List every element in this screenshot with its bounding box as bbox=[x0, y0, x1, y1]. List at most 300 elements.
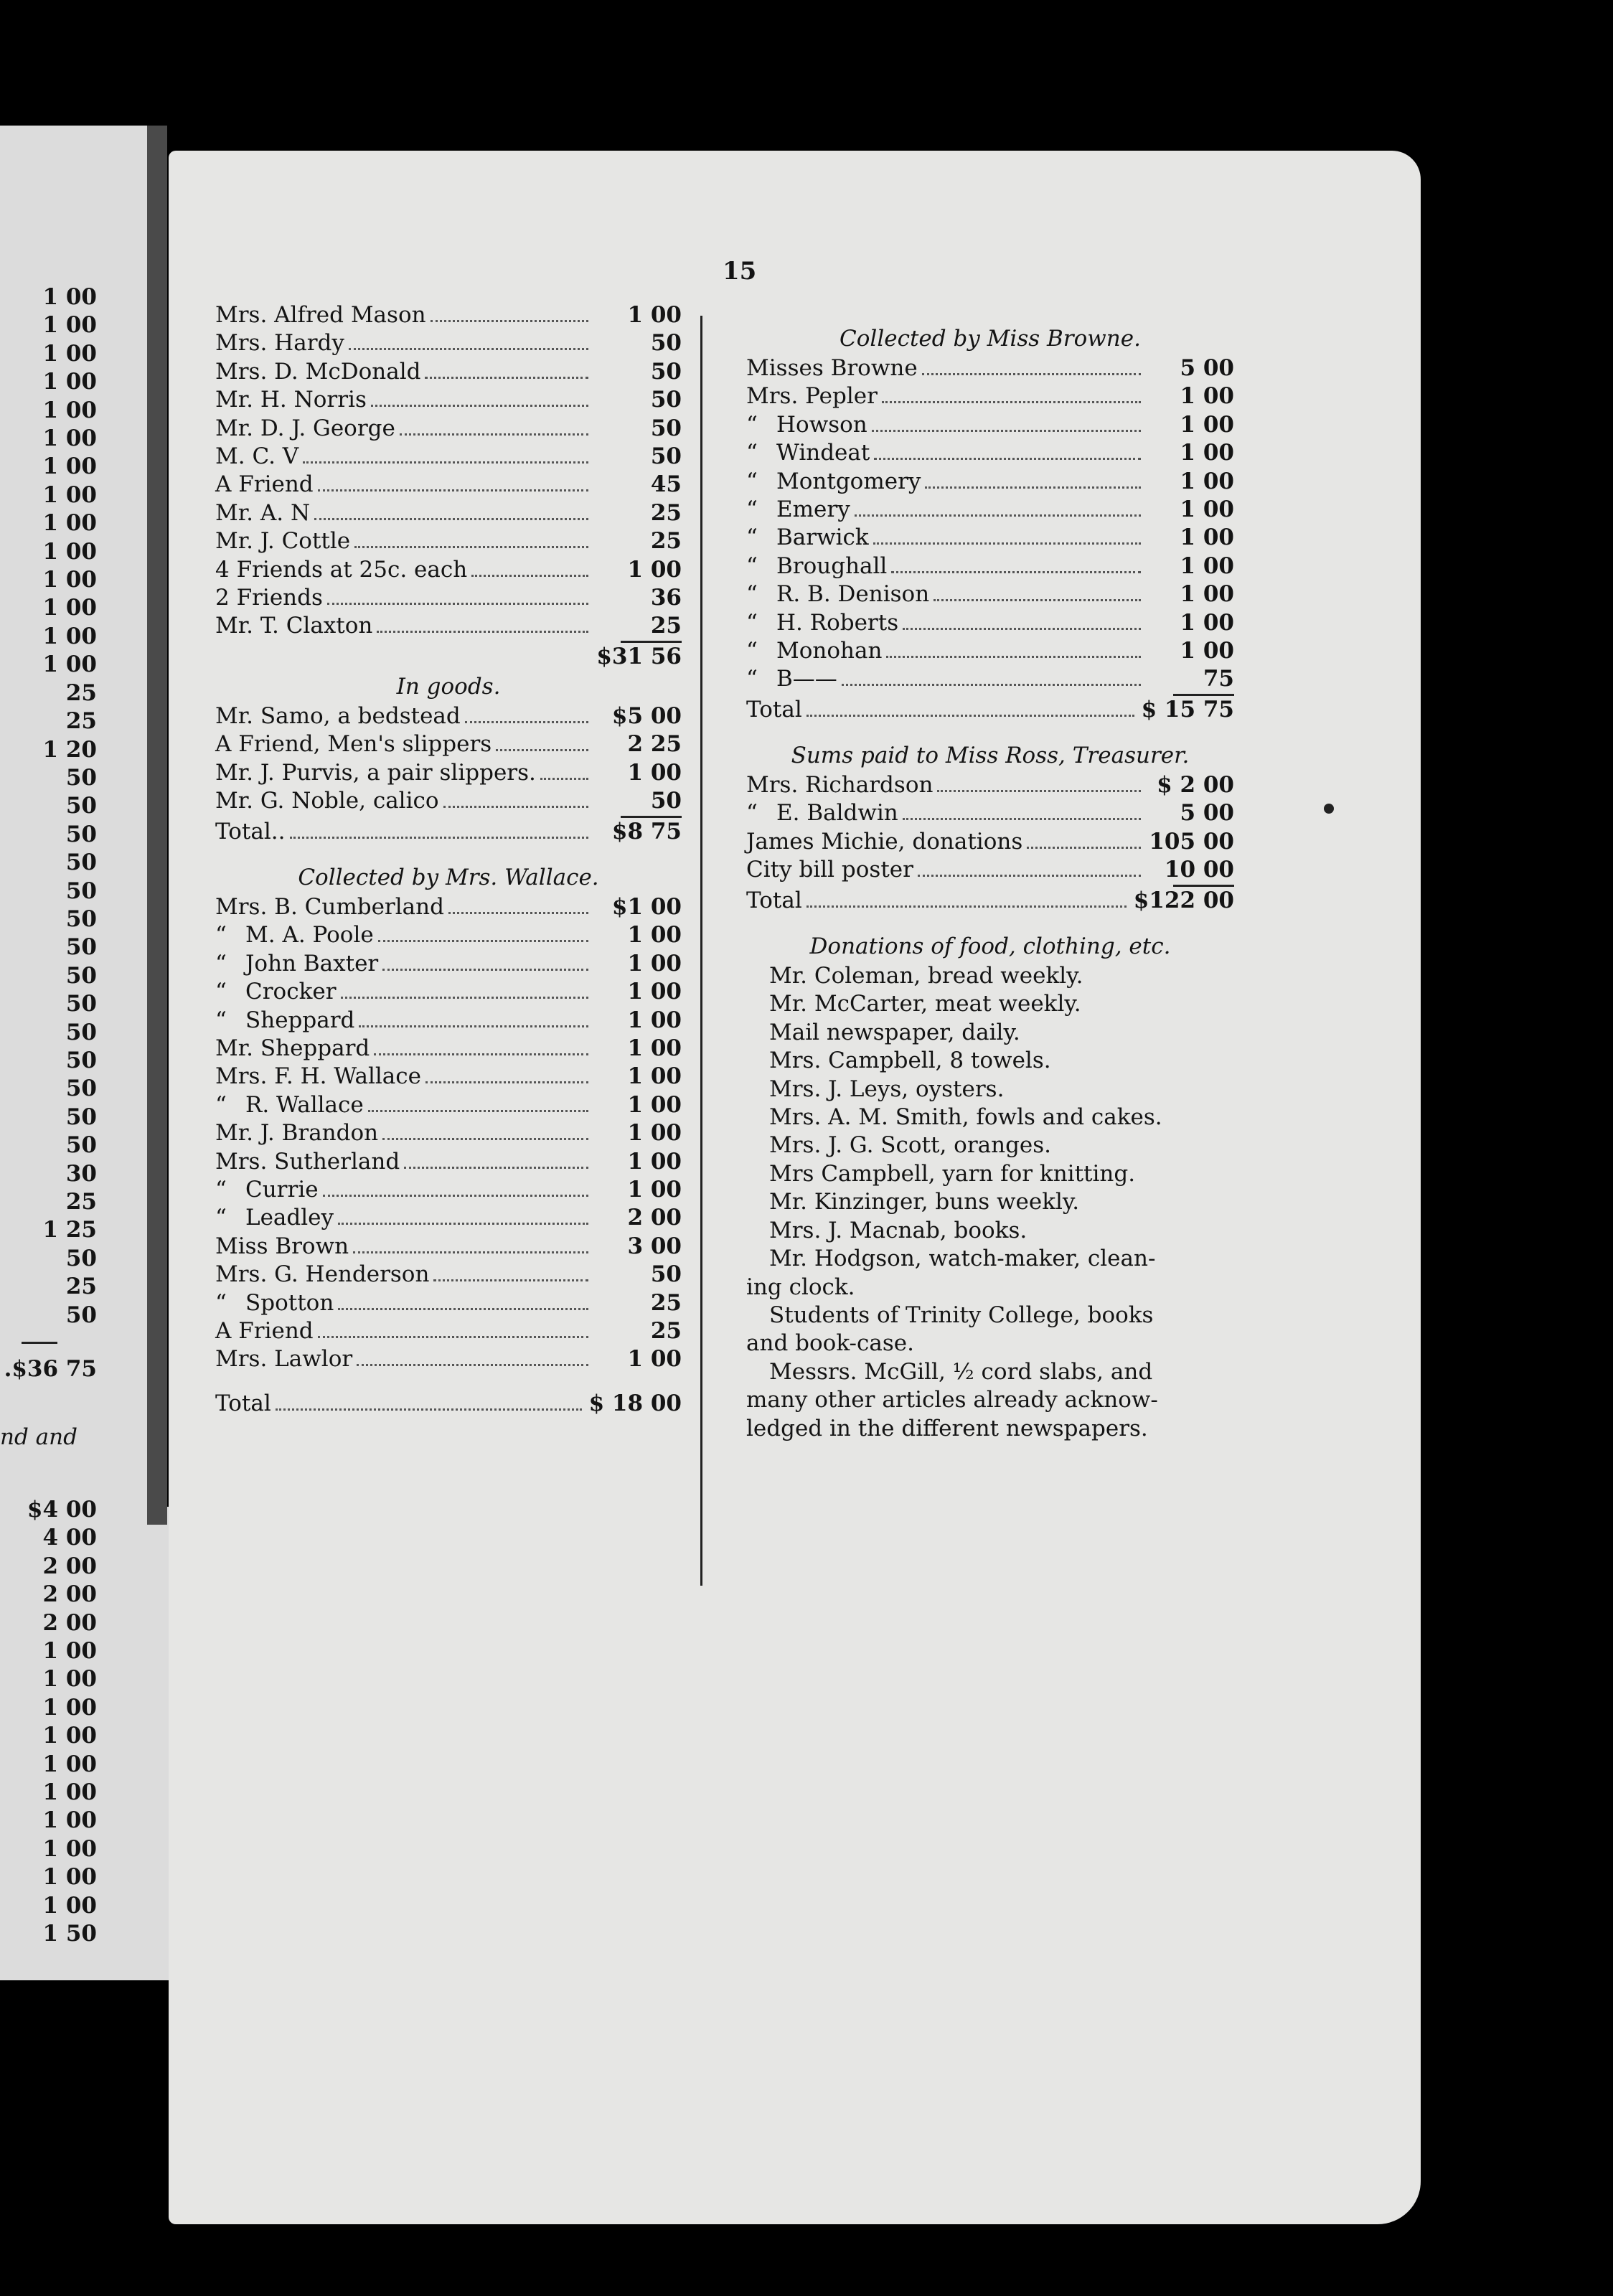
ledger-row bbox=[746, 580, 1234, 608]
ditto-mark: “ bbox=[215, 1205, 227, 1231]
dot-leader bbox=[882, 401, 1141, 403]
ledger-row bbox=[215, 471, 682, 499]
donation-line: Mrs. A. M. Smith, fowls and cakes. bbox=[769, 1104, 1162, 1131]
ditto-mark: “ bbox=[215, 1176, 227, 1203]
donor-name: R. Wallace bbox=[245, 1091, 364, 1118]
donor-name: Mrs. Hardy bbox=[215, 330, 344, 357]
ditto-mark: “ bbox=[746, 411, 758, 438]
ledger-row bbox=[215, 1317, 682, 1345]
wallace-heading: Collected by Mrs. Wallace. bbox=[298, 865, 599, 891]
browne-total-amount: $ 15 75 bbox=[1141, 696, 1234, 723]
dot-leader bbox=[855, 514, 1141, 517]
left-page-rule bbox=[22, 1342, 57, 1344]
ledger-row bbox=[215, 358, 682, 386]
donor-name: A Friend, Men's slippers bbox=[215, 731, 492, 758]
donation-amount: 1 00 bbox=[1180, 609, 1234, 636]
donation-amount: 1 00 bbox=[627, 1007, 682, 1033]
ditto-mark: “ bbox=[746, 666, 758, 692]
left-amount: 1 00 bbox=[42, 1779, 97, 1806]
goods-total-row bbox=[215, 818, 682, 846]
dot-leader bbox=[937, 790, 1141, 792]
left-amount: 1 25 bbox=[42, 1217, 97, 1243]
donation-amount: 1 00 bbox=[1180, 496, 1234, 522]
dot-leader bbox=[922, 373, 1141, 375]
in-goods-heading: In goods. bbox=[396, 674, 501, 700]
donor-name: Mrs. B. Cumberland bbox=[215, 894, 444, 921]
donor-name: Montgomery bbox=[776, 468, 921, 494]
donor-name: Mr. D. J. George bbox=[215, 415, 395, 441]
donor-name: James Michie, donations bbox=[746, 828, 1023, 855]
donation-amount: 5 00 bbox=[1180, 800, 1234, 827]
donation-line: Mr. Hodgson, watch-maker, clean- bbox=[769, 1246, 1156, 1272]
left-amount: 1 00 bbox=[42, 538, 97, 565]
donor-name: Mrs. Lawlor bbox=[215, 1346, 353, 1373]
donation-amount: $ 2 00 bbox=[1157, 772, 1234, 799]
donation-amount: 1 00 bbox=[627, 1035, 682, 1061]
ledger-row bbox=[215, 730, 682, 758]
left-amount: 1 00 bbox=[42, 1835, 97, 1862]
dot-leader bbox=[353, 1251, 588, 1253]
ledger-row bbox=[215, 1091, 682, 1119]
ink-spot bbox=[1324, 804, 1334, 814]
left-amount: 4 00 bbox=[42, 1525, 97, 1551]
donation-amount: 1 00 bbox=[1180, 581, 1234, 608]
left-amount: 1 00 bbox=[42, 481, 97, 508]
ledger-row bbox=[746, 411, 1234, 439]
ledger-row bbox=[215, 1233, 682, 1261]
donation-amount: 1 00 bbox=[1180, 552, 1234, 579]
donation-amount: 25 bbox=[650, 1289, 682, 1316]
left-amount: 50 bbox=[65, 962, 97, 989]
dot-leader bbox=[903, 818, 1141, 820]
dot-leader bbox=[382, 969, 588, 971]
left-page-amounts-lower bbox=[0, 1496, 97, 1949]
donation-amount: 50 bbox=[650, 330, 682, 357]
ledger-row bbox=[215, 1007, 682, 1035]
ledger-row bbox=[215, 612, 682, 640]
dot-leader bbox=[314, 518, 588, 520]
dot-leader bbox=[338, 1223, 588, 1225]
ledger-row bbox=[746, 856, 1234, 884]
ledger-row bbox=[746, 828, 1234, 856]
donor-name: John Baxter bbox=[245, 950, 379, 977]
donor-name: Mr. J. Purvis, a pair slippers. bbox=[215, 759, 536, 786]
ditto-mark: “ bbox=[746, 581, 758, 608]
ditto-mark: “ bbox=[215, 922, 227, 949]
donation-amount: 1 00 bbox=[627, 302, 682, 328]
donation-amount: 2 00 bbox=[627, 1205, 682, 1231]
dot-leader bbox=[925, 486, 1141, 489]
dot-leader bbox=[448, 912, 588, 914]
donor-name: Mr. Samo, a bedstead bbox=[215, 703, 461, 730]
left-amount: 1 00 bbox=[42, 1666, 97, 1693]
donation-line: many other articles already acknow- bbox=[746, 1387, 1158, 1413]
dot-leader bbox=[357, 1364, 588, 1366]
ledger-row bbox=[215, 499, 682, 527]
left-amount: 50 bbox=[65, 1019, 97, 1045]
donation-amount: 25 bbox=[650, 528, 682, 555]
ledger-row bbox=[215, 1176, 682, 1204]
donor-name: R. B. Denison bbox=[776, 581, 930, 608]
donation-amount: 25 bbox=[650, 613, 682, 639]
donor-name: Mr. G. Noble, calico bbox=[215, 788, 439, 814]
dot-leader bbox=[872, 430, 1141, 432]
left-amount: 25 bbox=[65, 1274, 97, 1300]
left-page-total: .$36 75 bbox=[4, 1356, 97, 1382]
ross-list bbox=[746, 771, 1234, 885]
left-amount: 50 bbox=[65, 1132, 97, 1159]
middle-column bbox=[215, 301, 682, 1418]
dot-leader bbox=[886, 656, 1141, 658]
dot-leader bbox=[400, 433, 588, 436]
donor-name: A Friend bbox=[215, 1317, 314, 1344]
donation-amount: 50 bbox=[650, 387, 682, 413]
left-amount: 1 00 bbox=[42, 1638, 97, 1665]
donor-name: Mrs. Richardson bbox=[746, 772, 934, 799]
left-amount: 1 00 bbox=[42, 453, 97, 480]
donation-amount: 1 00 bbox=[627, 1148, 682, 1175]
donation-line: Mrs. J. Macnab, books. bbox=[769, 1217, 1027, 1243]
donor-name: Mrs. Alfred Mason bbox=[215, 302, 426, 328]
left-amount: 50 bbox=[65, 934, 97, 961]
left-amount: 1 00 bbox=[42, 623, 97, 649]
left-amount: 50 bbox=[65, 1245, 97, 1271]
donation-line: and book-case. bbox=[746, 1330, 914, 1357]
left-amount: 50 bbox=[65, 850, 97, 876]
ditto-mark: “ bbox=[746, 524, 758, 551]
donor-name: 2 Friends bbox=[215, 584, 323, 611]
page-number: 15 bbox=[723, 257, 757, 286]
donation-amount: 36 bbox=[650, 584, 682, 611]
left-amount: 50 bbox=[65, 905, 97, 932]
ledger-row bbox=[215, 702, 682, 730]
wallace-total-row bbox=[215, 1390, 682, 1418]
left-amount: 1 50 bbox=[42, 1921, 97, 1947]
dot-leader bbox=[496, 749, 588, 751]
donation-amount: $1 00 bbox=[611, 894, 682, 921]
ledger-row bbox=[215, 759, 682, 787]
ledger-row bbox=[746, 496, 1234, 524]
ledger-row bbox=[215, 1148, 682, 1176]
ditto-mark: “ bbox=[746, 468, 758, 494]
dot-leader bbox=[934, 599, 1141, 601]
donation-amount: 1 00 bbox=[1180, 468, 1234, 494]
left-amount: 50 bbox=[65, 878, 97, 904]
donor-name: Currie bbox=[245, 1176, 319, 1203]
donations-heading: Donations of food, clothing, etc. bbox=[809, 933, 1171, 960]
dot-leader bbox=[377, 631, 588, 633]
donation-amount: 25 bbox=[650, 499, 682, 526]
left-amount: 50 bbox=[65, 821, 97, 847]
subtotal-amount: $31 56 bbox=[596, 643, 682, 669]
donation-line: Mr. Coleman, bread weekly. bbox=[769, 963, 1083, 989]
dot-leader bbox=[354, 546, 588, 548]
donation-amount: 50 bbox=[650, 788, 682, 814]
donation-amount: 1 00 bbox=[627, 1063, 682, 1090]
donation-amount: 50 bbox=[650, 443, 682, 469]
donor-name: 4 Friends at 25c. each bbox=[215, 556, 468, 583]
left-amount: 50 bbox=[65, 1104, 97, 1130]
donation-amount: 1 00 bbox=[627, 1091, 682, 1118]
donation-line: ing clock. bbox=[746, 1274, 855, 1300]
ledger-row bbox=[215, 1035, 682, 1063]
ditto-mark: “ bbox=[215, 979, 227, 1005]
donation-amount: 75 bbox=[1203, 666, 1234, 692]
donation-line: Mrs. J. Leys, oysters. bbox=[769, 1076, 1005, 1102]
ledger-row bbox=[215, 893, 682, 921]
dot-leader bbox=[303, 461, 588, 464]
donation-amount: 3 00 bbox=[627, 1233, 682, 1259]
donor-name: Mr. A. N bbox=[215, 499, 311, 526]
left-amount: 1 00 bbox=[42, 312, 97, 339]
donation-amount: 10 00 bbox=[1164, 857, 1234, 883]
left-amount: 25 bbox=[65, 708, 97, 735]
donation-amount: 1 00 bbox=[1180, 383, 1234, 410]
dot-leader bbox=[471, 575, 588, 577]
dot-leader bbox=[425, 377, 588, 379]
ditto-mark: “ bbox=[746, 800, 758, 827]
dot-leader bbox=[891, 571, 1141, 573]
ledger-row bbox=[215, 1289, 682, 1317]
donor-name: City bill poster bbox=[746, 857, 913, 883]
left-amount: 50 bbox=[65, 991, 97, 1017]
ledger-row bbox=[746, 771, 1234, 799]
ledger-row bbox=[215, 1261, 682, 1289]
donor-name: M. A. Poole bbox=[245, 922, 374, 949]
donation-line: Messrs. McGill, ½ cord slabs, and bbox=[769, 1358, 1153, 1385]
ledger-row bbox=[215, 1063, 682, 1091]
left-amount: 1 00 bbox=[42, 1723, 97, 1749]
dot-leader bbox=[368, 1110, 588, 1112]
left-amount: 50 bbox=[65, 1047, 97, 1073]
left-amount: 1 00 bbox=[42, 397, 97, 423]
dot-leader bbox=[425, 1081, 588, 1083]
left-amount: 50 bbox=[65, 764, 97, 791]
ledger-row bbox=[215, 1345, 682, 1373]
ledger-row bbox=[746, 468, 1234, 496]
donation-line: Mail newspaper, daily. bbox=[769, 1019, 1020, 1045]
left-amount: 1 00 bbox=[42, 567, 97, 593]
ledger-row bbox=[215, 301, 682, 329]
ditto-mark: “ bbox=[215, 1091, 227, 1118]
ross-total-amount: $122 00 bbox=[1133, 887, 1234, 913]
dot-leader bbox=[378, 940, 588, 942]
left-amount: 25 bbox=[65, 679, 97, 706]
donor-name: Miss Brown bbox=[215, 1233, 349, 1259]
donation-amount: 5 00 bbox=[1180, 355, 1234, 381]
dot-leader bbox=[349, 348, 588, 350]
dot-leader bbox=[1027, 847, 1141, 849]
donor-name: Spotton bbox=[245, 1289, 334, 1316]
ledger-row bbox=[746, 552, 1234, 580]
ross-total-label: Total bbox=[746, 887, 802, 913]
left-amount: 50 bbox=[65, 1302, 97, 1328]
donation-line: Mr. Kinzinger, buns weekly. bbox=[769, 1189, 1080, 1215]
browne-total-row bbox=[746, 696, 1234, 724]
ledger-row bbox=[215, 921, 682, 949]
donor-name: Mr. T. Claxton bbox=[215, 613, 373, 639]
ledger-row bbox=[746, 799, 1234, 827]
dot-leader bbox=[374, 1053, 588, 1055]
ditto-mark: “ bbox=[215, 950, 227, 977]
browne-list bbox=[746, 354, 1234, 694]
ditto-mark: “ bbox=[746, 496, 758, 522]
ledger-row bbox=[215, 978, 682, 1006]
donation-amount: 1 00 bbox=[627, 950, 682, 977]
donor-name: A Friend bbox=[215, 471, 314, 498]
ross-heading: Sums paid to Miss Ross, Treasurer. bbox=[791, 743, 1190, 769]
left-amount: 1 00 bbox=[42, 1807, 97, 1834]
donation-amount: 1 00 bbox=[1180, 411, 1234, 438]
goods-list bbox=[215, 702, 682, 816]
ledger-row bbox=[215, 950, 682, 978]
left-amount: 1 00 bbox=[42, 1864, 97, 1891]
column-divider bbox=[700, 316, 702, 1586]
left-amount: 1 00 bbox=[42, 1694, 97, 1721]
donation-amount: 50 bbox=[650, 415, 682, 441]
dot-leader bbox=[540, 778, 588, 780]
donation-line: Mrs. Campbell, 8 towels. bbox=[769, 1048, 1051, 1074]
dot-leader bbox=[465, 721, 588, 723]
ditto-mark: “ bbox=[215, 1289, 227, 1316]
ledger-row bbox=[746, 382, 1234, 410]
left-amount: 1 00 bbox=[42, 369, 97, 395]
right-column bbox=[746, 323, 1234, 1443]
ledger-row bbox=[215, 329, 682, 357]
donation-amount: 25 bbox=[650, 1317, 682, 1344]
donation-amount: 1 00 bbox=[627, 1346, 682, 1373]
ledger-row bbox=[215, 787, 682, 815]
browne-heading: Collected by Miss Browne. bbox=[840, 326, 1141, 352]
left-amount: 2 00 bbox=[42, 1609, 97, 1636]
ditto-mark: “ bbox=[746, 637, 758, 664]
dot-leader bbox=[903, 628, 1141, 630]
ledger-row bbox=[215, 527, 682, 555]
dot-leader bbox=[318, 1336, 588, 1338]
left-amount: 1 00 bbox=[42, 510, 97, 537]
left-amount: 25 bbox=[65, 1189, 97, 1215]
donor-name: Monohan bbox=[776, 637, 883, 664]
donation-line: Students of Trinity College, books bbox=[769, 1302, 1154, 1328]
donation-line: Mrs Campbell, yarn for knitting. bbox=[769, 1160, 1136, 1187]
ditto-mark: “ bbox=[746, 552, 758, 579]
donor-name: Mrs. D. McDonald bbox=[215, 358, 421, 385]
donation-amount: 2 25 bbox=[627, 731, 682, 758]
dot-leader bbox=[874, 458, 1141, 460]
ledger-row bbox=[746, 609, 1234, 637]
ledger-row bbox=[215, 1204, 682, 1232]
left-amount: 1 00 bbox=[42, 340, 97, 367]
goods-total-label: Total.. bbox=[215, 818, 286, 844]
donor-list bbox=[215, 301, 682, 641]
donation-amount: $5 00 bbox=[611, 703, 682, 730]
donation-amount: 1 00 bbox=[627, 979, 682, 1005]
donation-amount: 1 00 bbox=[627, 1176, 682, 1203]
donor-name: Crocker bbox=[245, 979, 337, 1005]
browne-total-label: Total bbox=[746, 696, 802, 723]
left-amount: 50 bbox=[65, 793, 97, 819]
left-amount: 1 00 bbox=[42, 651, 97, 678]
left-page-amounts bbox=[7, 283, 97, 1330]
ledger-row bbox=[215, 443, 682, 471]
wallace-total-label: Total bbox=[215, 1390, 271, 1416]
donation-amount: 50 bbox=[650, 358, 682, 385]
goods-total-amount: $8 75 bbox=[611, 818, 682, 844]
donor-name: Mr. Sheppard bbox=[215, 1035, 370, 1061]
ledger-row bbox=[746, 637, 1234, 665]
dot-leader bbox=[433, 1279, 588, 1281]
ditto-mark: “ bbox=[746, 609, 758, 636]
left-amount: 1 00 bbox=[42, 595, 97, 621]
donation-amount: 1 00 bbox=[1180, 637, 1234, 664]
left-amount: 1 00 bbox=[42, 425, 97, 452]
dot-leader bbox=[318, 489, 588, 491]
donor-name: Misses Browne bbox=[746, 355, 918, 381]
ledger-row bbox=[215, 584, 682, 612]
left-amount: 1 00 bbox=[42, 1751, 97, 1777]
donation-amount: 45 bbox=[650, 471, 682, 498]
donation-amount: 50 bbox=[650, 1261, 682, 1288]
dot-leader bbox=[431, 320, 588, 322]
wallace-list bbox=[215, 893, 682, 1374]
donor-name: Mr. H. Norris bbox=[215, 387, 367, 413]
donation-amount: 1 00 bbox=[1180, 524, 1234, 551]
donation-line: Mrs. J. G. Scott, oranges. bbox=[769, 1132, 1052, 1159]
ledger-row bbox=[746, 354, 1234, 382]
dot-leader bbox=[443, 806, 588, 808]
ledger-row bbox=[215, 415, 682, 443]
donor-name: Sheppard bbox=[245, 1007, 355, 1033]
donation-amount: 105 00 bbox=[1149, 828, 1234, 855]
left-amount: 30 bbox=[65, 1160, 97, 1187]
donor-name: Mr. J. Brandon bbox=[215, 1120, 379, 1147]
donor-name: Mrs. Pepler bbox=[746, 383, 878, 410]
ledger-row bbox=[746, 439, 1234, 467]
donor-name: E. Baldwin bbox=[776, 800, 898, 827]
donor-name: H. Roberts bbox=[776, 609, 899, 636]
ditto-mark: “ bbox=[746, 440, 758, 466]
dot-leader bbox=[371, 405, 588, 407]
donor-name: Mrs. F. H. Wallace bbox=[215, 1063, 421, 1090]
ledger-row bbox=[215, 556, 682, 584]
donor-name: Mrs. Sutherland bbox=[215, 1148, 400, 1175]
donor-name: Broughall bbox=[776, 552, 888, 579]
ledger-row bbox=[215, 1119, 682, 1147]
donor-name: Leadley bbox=[245, 1205, 334, 1231]
ross-total-row bbox=[746, 887, 1234, 915]
donor-name: Howson bbox=[776, 411, 867, 438]
dot-leader bbox=[341, 997, 588, 999]
donor-name: B—— bbox=[776, 666, 837, 692]
dot-leader bbox=[404, 1167, 588, 1169]
left-amount: 1 20 bbox=[42, 736, 97, 763]
dot-leader bbox=[359, 1025, 588, 1027]
dot-leader bbox=[918, 875, 1141, 877]
dot-leader bbox=[327, 603, 588, 605]
donor-name: Mr. J. Cottle bbox=[215, 528, 351, 555]
donation-amount: 1 00 bbox=[1180, 440, 1234, 466]
donor-name: Mrs. G. Henderson bbox=[215, 1261, 430, 1288]
donor-name: M. C. V bbox=[215, 443, 299, 469]
donation-amount: 1 00 bbox=[627, 759, 682, 786]
left-amount: 2 00 bbox=[42, 1553, 97, 1579]
ditto-mark: “ bbox=[215, 1007, 227, 1033]
wallace-total-amount: $ 18 00 bbox=[588, 1390, 682, 1416]
donor-name: Barwick bbox=[776, 524, 869, 551]
donation-line: Mr. McCarter, meat weekly. bbox=[769, 991, 1081, 1017]
ledger-row bbox=[746, 665, 1234, 693]
donor-name: Windeat bbox=[776, 440, 870, 466]
